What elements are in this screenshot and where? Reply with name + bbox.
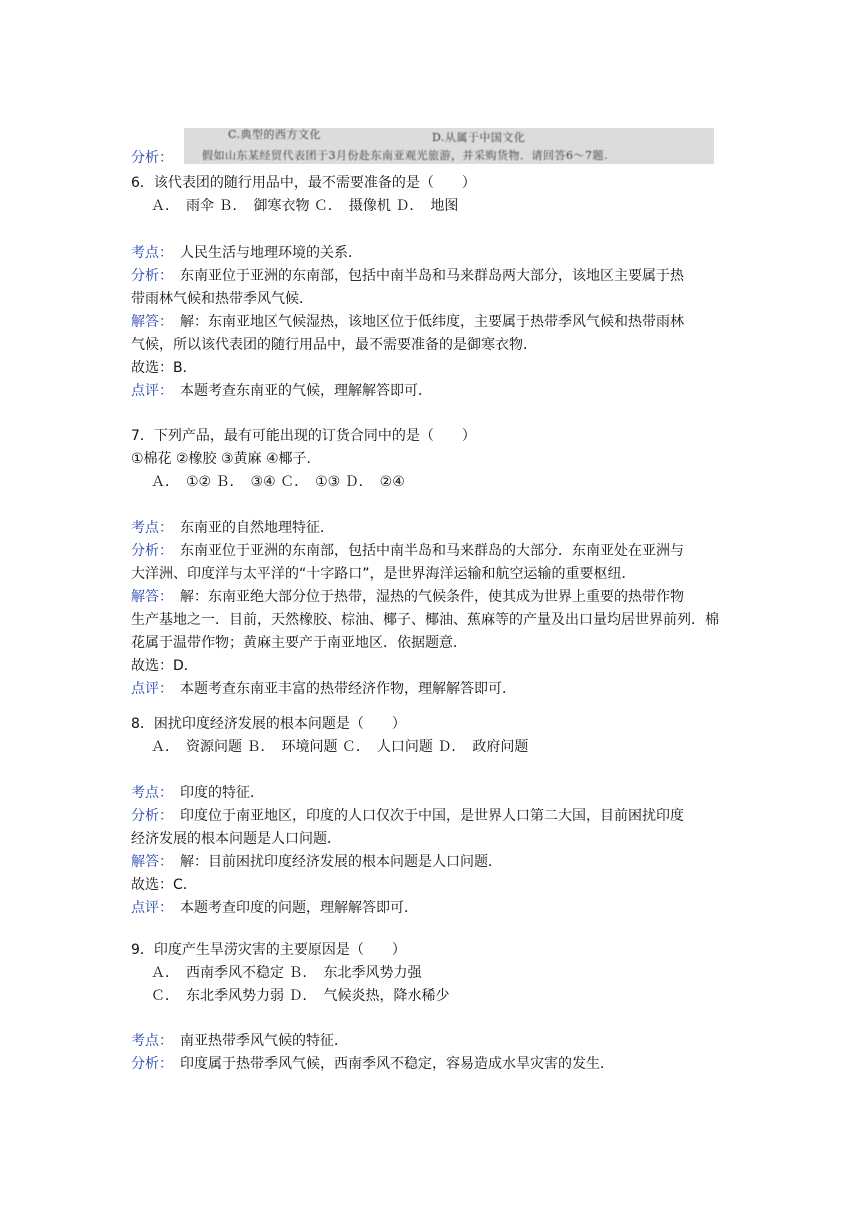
q9-fenxi (131, 1054, 614, 1074)
scanned-question-image (184, 128, 714, 164)
scan-intro-text: 假如山东某经贸代表团于3月份赴东南亚观光旅游，并采购货物．请回答6～7题. (202, 149, 608, 162)
kaodian-label: 考点： (131, 520, 166, 536)
kaodian-text: 印度的特征． (166, 785, 264, 801)
question-7-stem: 7．下列产品，最有可能出现的订货合同中的是（ ） (131, 428, 476, 444)
kaodian-text: 东南亚的自然地理特征． (166, 520, 334, 536)
q6-dianping (131, 381, 432, 401)
jieda-label: 解答： (131, 854, 166, 870)
q6-jieda-cont: 气候，所以该代表团的随行用品中，最不需要准备的是御寒衣物． (131, 337, 537, 353)
dianping-label: 点评： (131, 383, 166, 399)
kaodian-label: 考点： (131, 245, 166, 261)
scan-option-c: C.典型的西方文化 (228, 128, 322, 141)
jieda-text: 解：东南亚绝大部分位于热带，湿热的气候条件，使其成为世界上重要的热带作物 (166, 589, 684, 605)
question-7-options: Ａ． ①② Ｂ． ③④ Ｃ． ①③ Ｄ． ②④ (151, 474, 405, 490)
q6-kaodian (131, 243, 362, 263)
kaodian-text: 人民生活与地理环境的关系． (166, 245, 362, 261)
jieda-text: 解：东南亚地区气候湿热，该地区位于低纬度，主要属于热带季风气候和热带雨林 (166, 314, 684, 330)
question-6-stem: 6．该代表团的随行用品中，最不需要准备的是（ ） (131, 175, 476, 191)
question-9-stem: 9．印度产生旱涝灾害的主要原因是（ ） (131, 942, 406, 958)
fenxi-label: 分析： (131, 1056, 166, 1072)
fenxi-label: 分析： (131, 268, 166, 284)
jieda-text: 解：目前困扰印度经济发展的根本问题是人口问题． (166, 854, 502, 870)
fenxi-label: 分析： (131, 543, 166, 559)
kaodian-label: 考点： (131, 785, 166, 801)
q9-kaodian (131, 1031, 348, 1051)
question-8-options: Ａ． 资源问题 Ｂ． 环境问题 Ｃ． 人口问题 Ｄ． 政府问题 (151, 739, 529, 755)
q7-jieda-cont-2: 花属于温带作物；黄麻主要产于南亚地区．依据题意． (131, 635, 467, 651)
q8-jieda (131, 852, 502, 872)
analysis-label: 分析： (131, 150, 173, 166)
q7-answer: 故选：D． (131, 658, 198, 674)
kaodian-text: 南亚热带季风气候的特征． (166, 1033, 348, 1049)
q7-dianping (131, 679, 516, 699)
q8-fenxi (131, 806, 684, 826)
q8-answer: 故选：C． (131, 877, 197, 893)
question-8-stem: 8．困扰印度经济发展的根本问题是（ ） (131, 716, 406, 732)
dianping-text: 本题考查东南亚丰富的热带经济作物，理解解答即可． (166, 681, 516, 697)
q8-fenxi-cont: 经济发展的根本问题是人口问题． (131, 831, 341, 847)
q7-jieda-cont: 生产基地之一．目前，天然橡胶、棕油、椰子、椰油、蕉麻等的产量及出口量均居世界前列．棉 (131, 612, 719, 628)
dianping-label: 点评： (131, 900, 166, 916)
q7-jieda (131, 587, 684, 607)
q7-fenxi-cont: 大洋洲、印度洋与太平洋的“十字路口”，是世界海洋运输和航空运输的重要枢纽． (131, 566, 636, 582)
fenxi-label: 分析： (131, 808, 166, 824)
q6-fenxi-cont: 带雨林气候和热带季风气候． (131, 291, 313, 307)
fenxi-text: 东南亚位于亚洲的东南部，包括中南半岛和马来群岛的大部分．东南亚处在亚洲与 (166, 543, 684, 559)
question-9-options-row-1: Ａ． 西南季风不稳定 Ｂ． 东北季风势力强 (151, 965, 422, 981)
scan-option-d: D.从属于中国文化 (432, 131, 526, 144)
fenxi-text: 印度属于热带季风气候，西南季风不稳定，容易造成水旱灾害的发生． (166, 1056, 614, 1072)
jieda-label: 解答： (131, 314, 166, 330)
q8-kaodian (131, 783, 264, 803)
dianping-text: 本题考查东南亚的气候，理解解答即可． (166, 383, 432, 399)
fenxi-text: 东南亚位于亚洲的东南部，包括中南半岛和马来群岛两大部分，该地区主要属于热 (166, 268, 684, 284)
q6-answer: 故选：B． (131, 360, 197, 376)
kaodian-label: 考点： (131, 1033, 166, 1049)
question-9-options-row-2: Ｃ． 东北季风势力弱 Ｄ． 气候炎热，降水稀少 (151, 988, 450, 1004)
q7-kaodian (131, 518, 334, 538)
q6-fenxi (131, 266, 684, 286)
jieda-label: 解答： (131, 589, 166, 605)
q7-fenxi (131, 541, 684, 561)
dianping-text: 本题考查印度的问题，理解解答即可． (166, 900, 418, 916)
question-6-options: Ａ． 雨伞 Ｂ． 御寒衣物 Ｃ． 摄像机 Ｄ． 地图 (151, 198, 459, 214)
fenxi-text: 印度位于南亚地区，印度的人口仅次于中国，是世界人口第二大国，目前困扰印度 (166, 808, 684, 824)
q8-dianping (131, 898, 418, 918)
q6-jieda (131, 312, 684, 332)
dianping-label: 点评： (131, 681, 166, 697)
question-7-items: ①棉花 ②橡胶 ③黄麻 ④椰子． (131, 451, 321, 467)
